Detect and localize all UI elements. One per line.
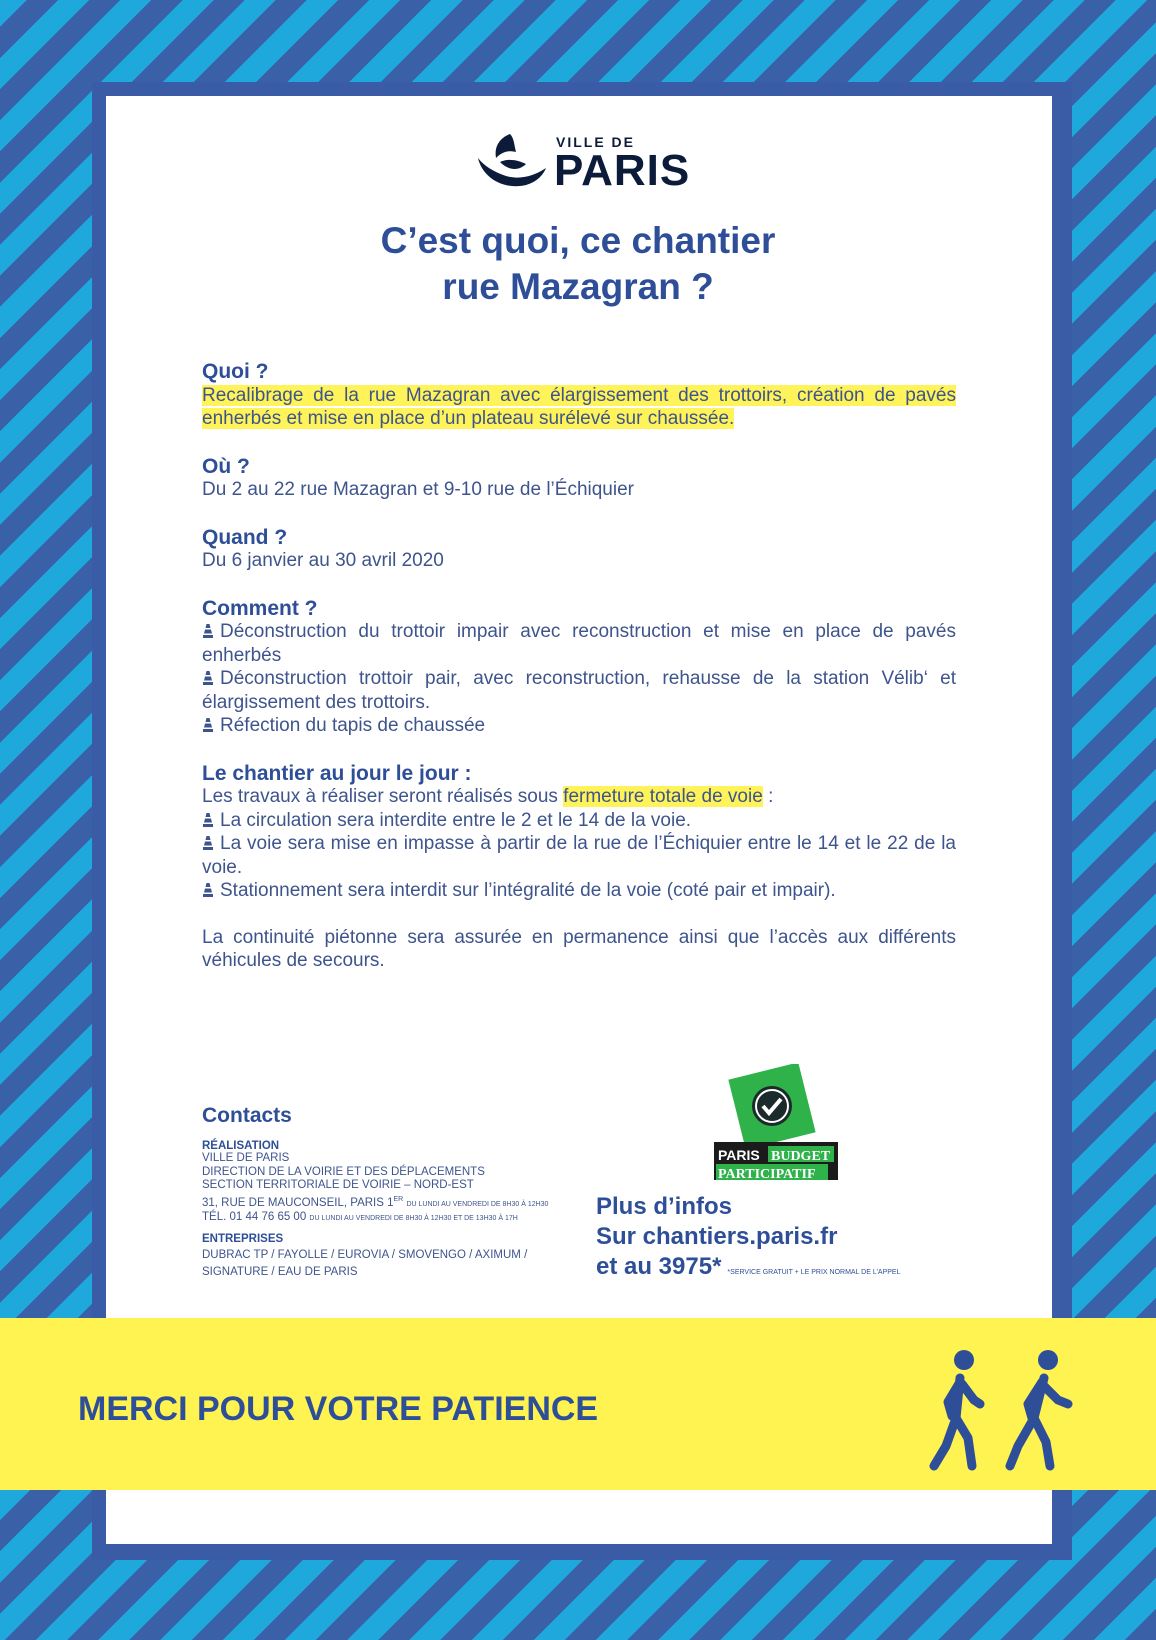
traffic-cone-icon bbox=[202, 813, 214, 827]
banner-text: MERCI POUR VOTRE PATIENCE bbox=[78, 1390, 599, 1428]
section-ou bbox=[202, 455, 956, 502]
budget-budget-text: BUDGET bbox=[771, 1149, 831, 1164]
title-line-2: rue Mazagran ? bbox=[442, 266, 714, 307]
checkmark-circle-icon bbox=[752, 1086, 792, 1126]
section-heading: Comment ? bbox=[202, 596, 318, 620]
contacts-block bbox=[202, 1104, 582, 1281]
traffic-cone-icon bbox=[202, 836, 214, 850]
quand-text: Du 6 janvier au 30 avril 2020 bbox=[202, 550, 444, 571]
traffic-cone-icon bbox=[202, 671, 214, 685]
traffic-cone-icon bbox=[202, 624, 214, 638]
logo-ville-de: VILLE DE bbox=[556, 134, 636, 150]
entreprises-list: DUBRAC TP / FAYOLLE / EUROVIA / SMOVENGO / AXIMUM / SIGNATURE / EAU DE PARIS bbox=[202, 1249, 528, 1279]
jour-closing: La continuité piétonne sera assurée en permanence ainsi que l’accès aux différents véhicules de secours. bbox=[202, 926, 956, 971]
info-block bbox=[596, 1192, 900, 1288]
budget-participatif-text: PARTICIPATIF bbox=[718, 1167, 816, 1182]
info-note: *SERVICE GRATUIT + LE PRIX NORMAL DE L’APPEL bbox=[727, 1269, 901, 1276]
section-comment bbox=[202, 597, 956, 738]
traffic-cone-icon bbox=[202, 718, 214, 732]
contact-line: DIRECTION DE LA VOIRIE ET DES DÉPLACEMENTS bbox=[202, 1165, 485, 1178]
contact-line: SECTION TERRITORIALE DE VOIRIE – NORD-EST bbox=[202, 1179, 474, 1191]
list-item: Réfection du tapis de chaussée bbox=[202, 714, 956, 738]
info-website[interactable]: Sur chantiers.paris.fr bbox=[596, 1223, 838, 1250]
list-item: Déconstruction du trottoir impair avec reconstruction et mise en place de pavés enherbés bbox=[202, 621, 956, 666]
highlight-fermeture: fermeture totale de voie bbox=[563, 786, 763, 807]
pedestrians-icon bbox=[920, 1346, 1080, 1476]
contacts-heading: Contacts bbox=[202, 1104, 292, 1127]
page-title bbox=[200, 218, 956, 310]
section-heading: Où ? bbox=[202, 454, 250, 478]
contact-line: VILLE DE PARIS bbox=[202, 1152, 290, 1164]
list-item: Stationnement sera interdit sur l’intégralité de la voie (coté pair et impair). bbox=[202, 879, 956, 903]
list-item: La voie sera mise en impasse à partir de la rue de l’Échiquier entre le 14 et le 22 de la voie. bbox=[202, 833, 956, 878]
section-quoi bbox=[202, 360, 956, 431]
info-line-1: Plus d’infos bbox=[596, 1193, 733, 1220]
contact-address: 31, RUE DE MAUCONSEIL, PARIS 1ER DU LUNDI AU VENDREDI DE 8H30 À 12H30 bbox=[202, 1195, 549, 1209]
section-jour bbox=[202, 762, 956, 973]
logo-paris: PARIS bbox=[554, 146, 691, 195]
ville-de-paris-logo bbox=[470, 128, 700, 198]
entreprises-label: ENTREPRISES bbox=[202, 1233, 284, 1246]
contact-phone: TÉL. 01 44 76 65 00 DU LUNDI AU VENDREDI DE 8H30 À 12H30 ET DE 13H30 À 17H bbox=[202, 1210, 518, 1223]
section-heading: Le chantier au jour le jour : bbox=[202, 761, 472, 785]
walker-icon bbox=[934, 1350, 980, 1466]
section-quand bbox=[202, 526, 956, 573]
budget-participatif-logo bbox=[712, 1064, 840, 1182]
patience-banner bbox=[0, 1318, 1156, 1490]
list-item: La circulation sera interdite entre le 2 et le 14 de la voie. bbox=[202, 809, 956, 833]
title-line-1: C’est quoi, ce chantier bbox=[380, 220, 776, 261]
walker-icon bbox=[1010, 1350, 1068, 1466]
info-phone: et au 3975* *SERVICE GRATUIT + LE PRIX NORMAL DE L’APPEL bbox=[596, 1253, 901, 1280]
jour-intro: Les travaux à réaliser seront réalisés sous fermeture totale de voie : bbox=[202, 786, 774, 807]
list-item: Déconstruction trottoir pair, avec reconstruction, rehausse de la station Vélib‘ et élargissement des trottoirs. bbox=[202, 668, 956, 713]
budget-paris-text: PARIS bbox=[718, 1147, 760, 1163]
ou-text: Du 2 au 22 rue Mazagran et 9-10 rue de l’Échiquier bbox=[202, 479, 634, 500]
main-content bbox=[202, 360, 956, 997]
traffic-cone-icon bbox=[202, 883, 214, 897]
realisation-label: RÉALISATION bbox=[202, 1140, 280, 1152]
paris-boat-icon bbox=[470, 128, 550, 198]
quoi-text: Recalibrage de la rue Mazagran avec élargissement des trottoirs, création de pavés enherbés et mise en place d’un plateau surélevé sur chaussée. bbox=[202, 384, 956, 429]
section-heading: Quoi ? bbox=[202, 360, 269, 383]
section-heading: Quand ? bbox=[202, 525, 288, 549]
